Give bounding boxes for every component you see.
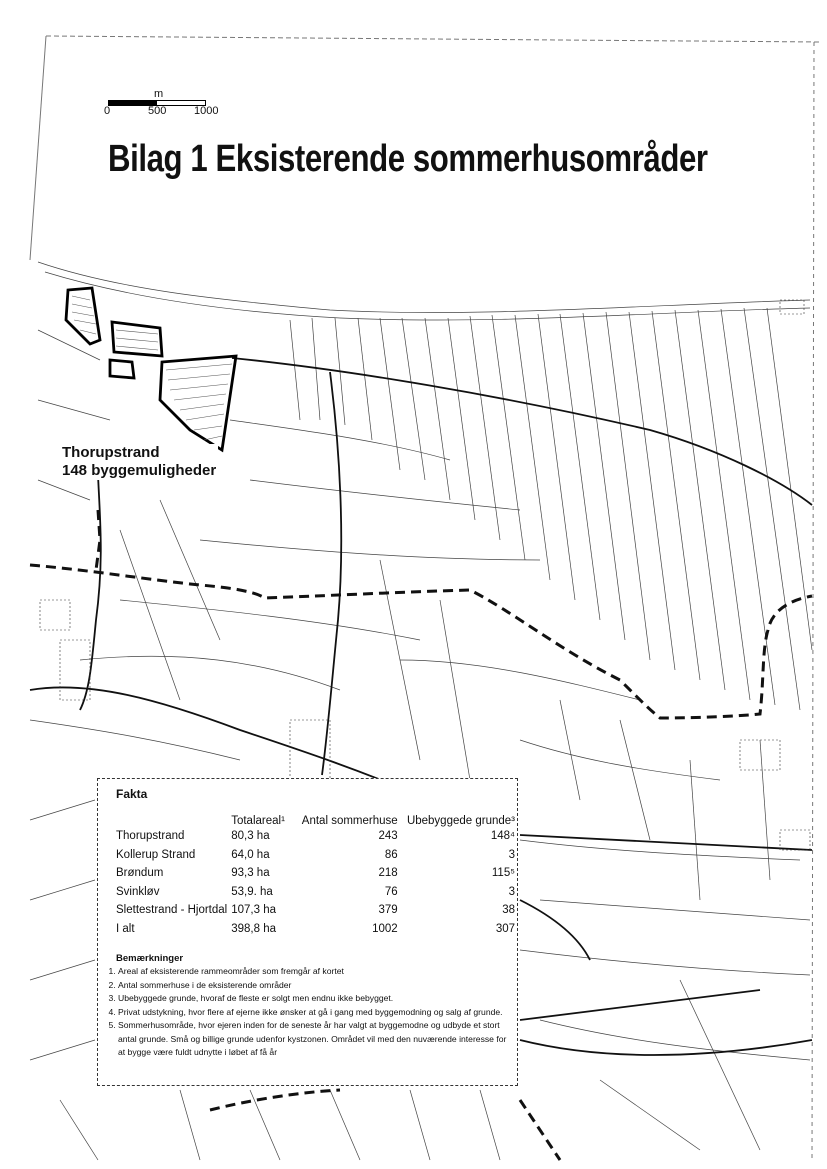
facts-box <box>97 778 518 1086</box>
area-label-thorupstrand <box>60 444 218 480</box>
row-area: 93,3 ha <box>231 867 270 880</box>
row-vacant: 115⁵ <box>491 867 515 880</box>
row-name: Kollerup Strand <box>116 848 196 861</box>
row-name: Svinkløv <box>116 885 160 898</box>
table-row <box>114 846 517 865</box>
area-label-name: Thorupstrand <box>62 444 160 461</box>
row-vacant: 307 <box>495 922 515 935</box>
row-houses: 86 <box>384 848 398 861</box>
row-vacant: 3 <box>508 885 515 898</box>
facts-title: Fakta <box>116 787 148 801</box>
remark-item: 4. Privat udstykning, hvor flere af ejerne ikke ønsker at gå i gang med byggemodning og salg af grunde. <box>118 1006 514 1020</box>
scale-tick-0: 0 <box>104 105 111 117</box>
scale-tick-1000: 1000 <box>194 105 219 117</box>
row-area: 80,3 ha <box>231 830 270 843</box>
scale-bar <box>104 88 224 122</box>
row-houses: 1002 <box>372 922 398 935</box>
row-houses: 218 <box>378 867 398 880</box>
row-name: Slettestrand - Hjortdal <box>116 904 228 917</box>
scale-tick-500: 500 <box>148 105 167 117</box>
header-houses: Antal sommerhuse <box>301 815 398 827</box>
row-houses: 379 <box>378 904 398 917</box>
row-name: Thorupstrand <box>116 830 185 843</box>
remarks-list <box>104 965 514 1060</box>
table-row <box>114 883 517 902</box>
scale-unit: m <box>154 88 164 100</box>
row-houses: 243 <box>378 830 398 843</box>
row-houses: 76 <box>384 885 398 898</box>
row-vacant: 148⁴ <box>490 830 515 843</box>
header-vacant: Ubebyggede grunde³ <box>406 815 515 827</box>
page-title: Bilag 1 Eksisterende sommerhusområder <box>108 138 708 180</box>
row-area: 398,8 ha <box>231 922 276 935</box>
header-area: Totalareal¹ <box>231 815 285 827</box>
row-vacant: 38 <box>502 904 515 917</box>
remark-item: 1. Areal af eksisterende rammeområder som fremgår af kortet <box>118 965 514 979</box>
facts-header-row <box>114 807 517 827</box>
table-row <box>114 901 517 920</box>
area-label-detail: 148 byggemuligheder <box>62 462 217 479</box>
row-area: 64,0 ha <box>231 848 270 861</box>
table-row <box>114 827 517 846</box>
summerhouse-areas <box>66 288 236 450</box>
table-row <box>114 864 517 883</box>
remarks-title: Bemærkninger <box>116 953 184 964</box>
remark-item: 3. Ubebyggede grunde, hvoraf de fleste er solgt men endnu ikke bebygget. <box>118 992 514 1006</box>
facts-table <box>114 807 517 938</box>
row-vacant: 3 <box>508 848 515 861</box>
header-name <box>114 807 229 827</box>
villages <box>40 300 810 850</box>
row-name: I alt <box>116 922 135 935</box>
row-area: 53,9. ha <box>231 885 273 898</box>
row-area: 107,3 ha <box>231 904 276 917</box>
table-row-total <box>114 920 517 939</box>
remark-item: 5. Sommerhusområde, hvor ejeren inden for de seneste år har valgt at byggemodne og udbyde et stort antal grunde. Små og billige grunde udenfor kystzonen. Området vil med den nuværende interesse for at bygge være fuldt udnytte i løbet af få år <box>118 1019 514 1060</box>
remark-item: 2. Antal sommerhuse i de eksisterende områder <box>118 979 514 993</box>
row-name: Brøndum <box>116 867 164 880</box>
